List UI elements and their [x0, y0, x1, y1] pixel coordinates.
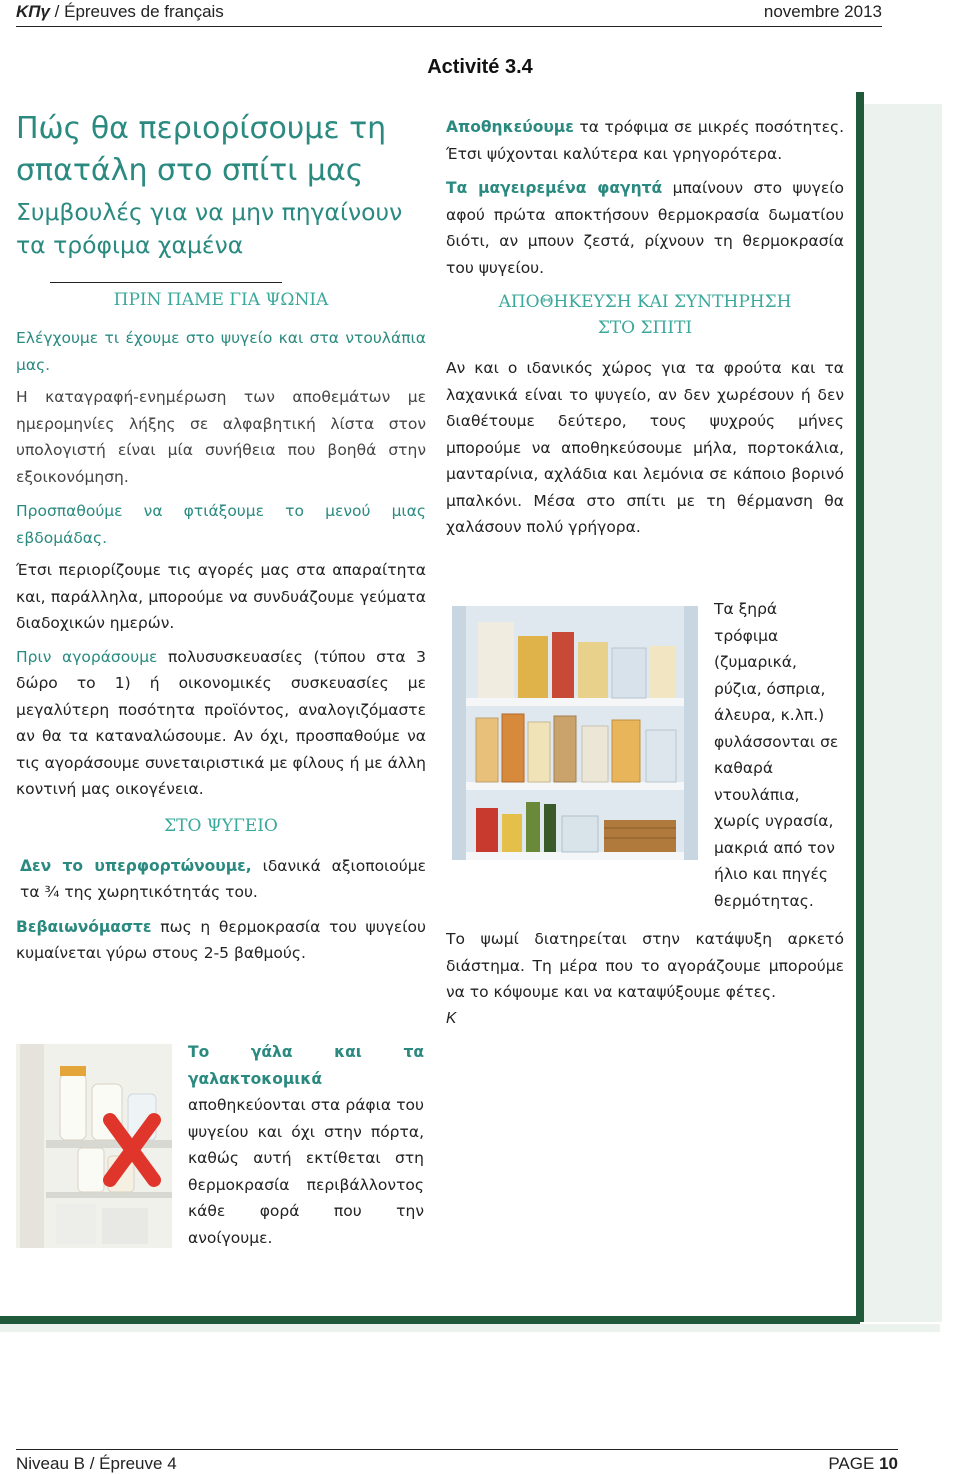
- article-title: Πώς θα περιορίσουμε τη σπατάλη στο σπίτι μας: [16, 111, 387, 188]
- paragraph-fruit-storage: Αν και ο ιδανικός χώρος για τα φρούτα και τα λαχανικά είναι το ψυγείο, αν δεν χωρέσουν ή δεν διαθέτουμε δεύτερο, τους ψυχρούς μήνες μπορούμε να αποθηκεύσουμε μήλα, πορτοκάλια, μανταρίνια, αχλάδια και λεμόνια σε κάποιο βορινό μπαλκόνι. Μέσα στο σπίτι με τη θέρμανση θα χαλάσουν πολύ γρήγορα.: [446, 359, 844, 536]
- bread-block: [446, 926, 844, 1032]
- multipacks-text: πολυσυσκευασίες (τύπου στα 3 δώρο το 1) ή οικονομικές συσκευασίες με μεγαλύτερη ποσότητα προϊόντος, αναλογιζόμαστε αν θα τα καταναλώσουμε. Αν όχι, προσπαθούμε να τις αγοράσουμε συνεταιριστικά με φίλους ή με άλλη κοντινή μας οικογένεια.: [16, 647, 426, 798]
- dry-food-block: [714, 596, 846, 914]
- page-header: [16, 0, 882, 27]
- right-column: [446, 114, 844, 541]
- frame-border-right: [856, 92, 864, 1322]
- paragraph-cooked-food: [446, 175, 844, 281]
- pantry-shelves-photo: [452, 606, 698, 860]
- section-heading-storage-line1: ΑΠΟΘΗΚΕΥΣΗ ΚΑΙ ΣΥΝΤΗΡΗΣΗ: [498, 292, 792, 312]
- left-column: [16, 108, 426, 967]
- paragraph-bread: Το ψωμί διατηρείται στην κατάψυξη αρκετό διάστημα. Τη μέρα που το αγοράζουμε μπορούμε να το κόψουμε και να καταψύξουμε φέτες.: [446, 930, 844, 1001]
- paragraph-dairy: [188, 1039, 424, 1251]
- highlight-before-buying: Πριν αγοράσουμε: [16, 647, 158, 666]
- small-portions-text: τα τρόφιμα σε μικρές ποσότητες. Έτσι ψύχονται καλύτερα και γρηγορότερα.: [446, 118, 844, 163]
- dairy-text: αποθηκεύονται στα ράφια του ψυγείου και όχι στην πόρτα, καθώς αυτή εκτίθεται στη θερμοκρασία περιβάλλοντος κάθε φορά που την ανοίγουμε.: [188, 1096, 424, 1247]
- footer-page-number: 10: [879, 1454, 898, 1473]
- fridge-photo-illustration: [16, 1044, 172, 1248]
- footer-page: [828, 1454, 898, 1474]
- paragraph-temperature: [16, 914, 426, 967]
- fridge-door-photo: [16, 1044, 172, 1248]
- no-overload-text: ιδανικά αξιοποιούμε τα ¾ της χωρητικότητάς του.: [20, 856, 426, 901]
- paragraph-limit-purchases: Έτσι περιορίζουμε τις αγορές μας στα απαραίτητα και, παράλληλα, μπορούμε να συνδυάζουμε γεύματα διαδοχικών ημερών.: [16, 561, 426, 632]
- pantry-photo-illustration: [452, 606, 698, 860]
- frame-shadow-bottom: [0, 1324, 940, 1332]
- page-footer: [16, 1449, 898, 1473]
- header-left: [16, 2, 224, 22]
- frame-shadow-right: [864, 104, 942, 1322]
- paragraph-small-portions: [446, 114, 844, 167]
- highlight-store: Αποθηκεύουμε: [446, 118, 574, 136]
- stray-letter: Κ: [446, 1009, 457, 1027]
- paragraph-inventory: Η καταγραφή-ενημέρωση των αποθεμάτων με ημερομηνίες λήξης σε αλφαβητική λίστα στον υπολογιστή είναι μία συνήθεια που βοηθά στην εξοικονόμηση.: [16, 388, 426, 486]
- highlight-make-sure: Βεβαιωνόμαστε: [16, 917, 152, 936]
- paragraph-weekly-menu: Προσπαθούμε να φτιάξουμε το μενού μιας εβδομάδας.: [16, 502, 426, 547]
- header-exam-title: / Épreuves de français: [49, 2, 224, 21]
- header-date: novembre 2013: [763, 2, 882, 21]
- activity-title: Activité 3.4: [427, 56, 533, 78]
- temperature-text: πως η θερμοκρασία του ψυγείου κυμαίνεται γύρω στους 2-5 βαθμούς.: [16, 917, 426, 962]
- footer-level: Niveau B / Épreuve 4: [16, 1454, 177, 1473]
- section-heading-fridge: ΣΤΟ ΨΥΓΕΙΟ: [164, 815, 278, 836]
- cooked-food-text: μπαίνουν στο ψυγείο αφού πρώτα αποκτήσουν θερμοκρασία δωματίου διότι, αν μπουν ζεστά, ρίχνουν τη θερμοκρασία του ψυγείου.: [446, 179, 844, 277]
- footer-page-label: PAGE: [828, 1454, 875, 1473]
- paragraph-no-overload: [16, 853, 426, 906]
- highlight-cooked-food: Τα μαγειρεμένα φαγητά: [446, 179, 663, 197]
- paragraph-check-fridge: Ελέγχουμε τι έχουμε στο ψυγείο και στα ντουλάπια μας.: [16, 329, 426, 374]
- section-heading-storage-line2: ΣΤΟ ΣΠΙΤΙ: [597, 318, 693, 338]
- divider-line: [50, 282, 282, 283]
- article-subtitle: Συμβουλές για να μην πηγαίνουν τα τρόφιμα χαμένα: [16, 198, 403, 259]
- frame-border-bottom: [0, 1316, 860, 1324]
- dairy-paragraph-block: [188, 1039, 424, 1251]
- paragraph-dry-food: Τα ξηρά τρόφιμα (ζυμαρικά, ρύζια, όσπρια, άλευρα, κ.λπ.) φυλάσσονται σε καθαρά ντουλάπια, χωρίς υγρασία, μακριά από τον ήλιο και πηγές θερμότητας.: [714, 600, 839, 910]
- highlight-no-overload: Δεν το υπερφορτώνουμε,: [20, 856, 252, 875]
- section-heading-shopping: ΠΡΙΝ ΠΑΜΕ ΓΙΑ ΨΩΝΙΑ: [113, 290, 329, 310]
- paragraph-multipacks: [16, 644, 426, 803]
- header-exam-code: ΚΠγ: [16, 2, 50, 21]
- highlight-dairy: Το γάλα και τα γαλακτοκομικά: [188, 1043, 424, 1088]
